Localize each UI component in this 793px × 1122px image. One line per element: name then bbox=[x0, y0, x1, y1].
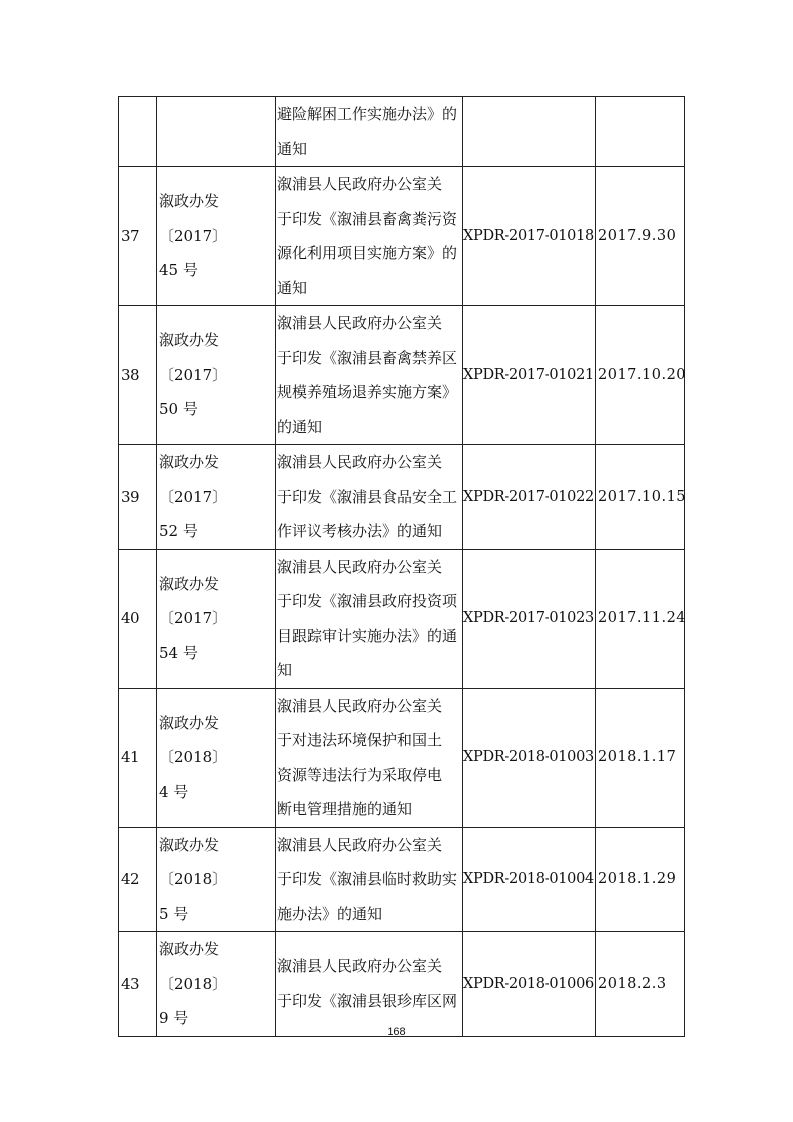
row-number: 41 bbox=[119, 688, 157, 827]
table-row bbox=[119, 167, 685, 306]
document-table bbox=[118, 96, 685, 1037]
document-number: 溆政办发〔2017〕 54 号 bbox=[157, 549, 276, 688]
document-title: 溆浦县人民政府办公室关 于印发《溆浦县食品安全工 作评议考核办法》的通知 bbox=[276, 445, 463, 550]
page-number: 168 bbox=[387, 1026, 406, 1038]
document-number: 溆政办发〔2017〕 45 号 bbox=[157, 167, 276, 306]
table-row bbox=[119, 445, 685, 550]
document-number: 溆政办发〔2018〕 5 号 bbox=[157, 827, 276, 932]
row-number: 43 bbox=[119, 932, 157, 1037]
table-row bbox=[119, 306, 685, 445]
issue-date bbox=[596, 97, 685, 167]
document-title: 溆浦县人民政府办公室关 于印发《溆浦县畜禽禁养区 规模养殖场退养实施方案》 的通知 bbox=[276, 306, 463, 445]
table-row bbox=[119, 827, 685, 932]
document-number: 溆政办发〔2018〕 9 号 bbox=[157, 932, 276, 1037]
registration-code: XPDR-2018-01004 bbox=[463, 827, 596, 932]
issue-date: 2017.11.24 bbox=[596, 549, 685, 688]
document-number: 溆政办发〔2017〕 50 号 bbox=[157, 306, 276, 445]
document-number: 溆政办发〔2018〕 4 号 bbox=[157, 688, 276, 827]
document-number: 溆政办发〔2017〕 52 号 bbox=[157, 445, 276, 550]
document-title: 溆浦县人民政府办公室关 于印发《溆浦县政府投资项 目跟踪审计实施办法》的通 知 bbox=[276, 549, 463, 688]
table-row bbox=[119, 549, 685, 688]
issue-date: 2018.1.17 bbox=[596, 688, 685, 827]
registration-code bbox=[463, 97, 596, 167]
row-number: 39 bbox=[119, 445, 157, 550]
row-number: 40 bbox=[119, 549, 157, 688]
table-row bbox=[119, 97, 685, 167]
row-number: 42 bbox=[119, 827, 157, 932]
issue-date: 2017.9.30 bbox=[596, 167, 685, 306]
registration-code: XPDR-2017-01023 bbox=[463, 549, 596, 688]
document-title: 溆浦县人民政府办公室关 于印发《溆浦县银珍库区网 bbox=[276, 932, 463, 1037]
row-number: 37 bbox=[119, 167, 157, 306]
row-number bbox=[119, 97, 157, 167]
registration-code: XPDR-2018-01003 bbox=[463, 688, 596, 827]
table-row bbox=[119, 688, 685, 827]
registration-code: XPDR-2017-01021 bbox=[463, 306, 596, 445]
document-title: 溆浦县人民政府办公室关 于对违法环境保护和国土 资源等违法行为采取停电 断电管理措施的通知 bbox=[276, 688, 463, 827]
document-title: 避险解困工作实施办法》的 通知 bbox=[276, 97, 463, 167]
issue-date: 2017.10.20 bbox=[596, 306, 685, 445]
document-title: 溆浦县人民政府办公室关 于印发《溆浦县临时救助实 施办法》的通知 bbox=[276, 827, 463, 932]
issue-date: 2017.10.15 bbox=[596, 445, 685, 550]
row-number: 38 bbox=[119, 306, 157, 445]
document-title: 溆浦县人民政府办公室关 于印发《溆浦县畜禽粪污资 源化利用项目实施方案》的 通知 bbox=[276, 167, 463, 306]
table-row bbox=[119, 932, 685, 1037]
document-number bbox=[157, 97, 276, 167]
registration-code: XPDR-2018-01006 bbox=[463, 932, 596, 1037]
issue-date: 2018.1.29 bbox=[596, 827, 685, 932]
registration-code: XPDR-2017-01022 bbox=[463, 445, 596, 550]
issue-date: 2018.2.3 bbox=[596, 932, 685, 1037]
registration-code: XPDR-2017-01018 bbox=[463, 167, 596, 306]
